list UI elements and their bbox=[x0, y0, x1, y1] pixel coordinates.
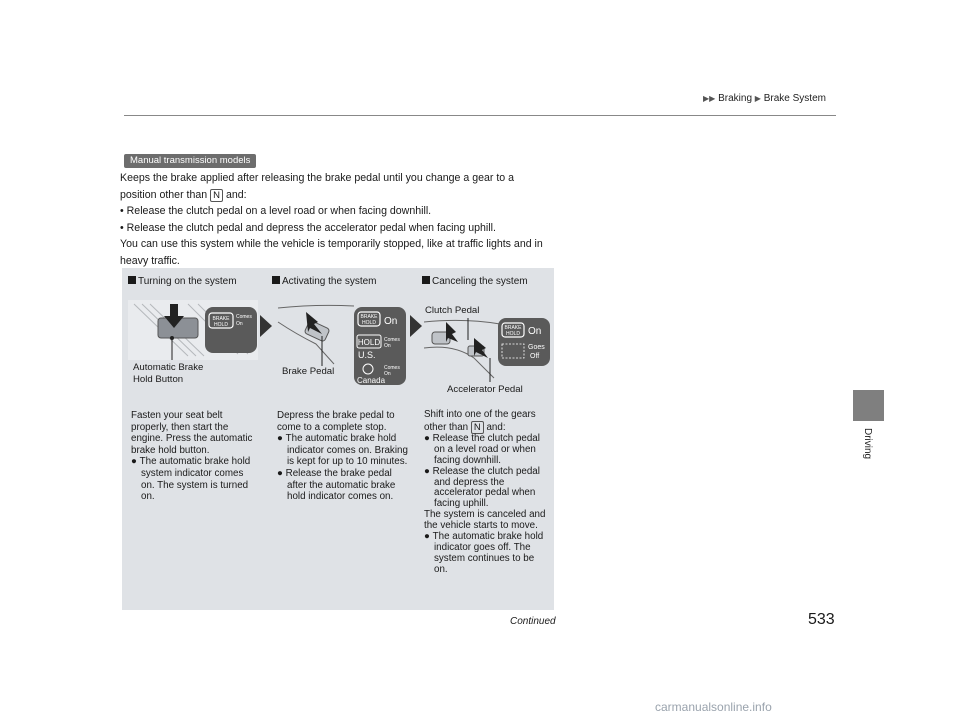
chapter-tab-marker bbox=[853, 390, 884, 421]
fig-label: Clutch Pedal bbox=[425, 305, 480, 316]
intro-bullet: • Release the clutch pedal on a level road or when facing downhill. bbox=[120, 205, 432, 217]
breadcrumb-arrow-icon: ▶ bbox=[754, 94, 761, 103]
col3-text: Shift into one of the gears other than N and: bbox=[424, 409, 536, 433]
indicator-text: On bbox=[384, 371, 391, 377]
intro-line: position other than N and: bbox=[120, 188, 247, 201]
indicator-text: On bbox=[384, 316, 398, 327]
indicator-text: BRAKE bbox=[212, 316, 230, 322]
indicator-text: On bbox=[384, 343, 391, 349]
col2-bullet: ● Release the brake pedal after the automatic brake hold indicator comes on. bbox=[277, 467, 396, 503]
indicator-text: Canada bbox=[357, 376, 386, 385]
fig-label: Accelerator Pedal bbox=[447, 384, 523, 395]
section-square-icon bbox=[422, 276, 430, 284]
indicator-text: Goes bbox=[528, 344, 545, 351]
indicator-text: On bbox=[236, 321, 243, 327]
indicator-text: HOLD bbox=[357, 338, 381, 347]
indicator-comes-on-variants bbox=[354, 307, 406, 385]
col3-bullet: ● The automatic brake hold indicator goes off. The system continues to be on. bbox=[424, 531, 544, 575]
section-square-icon bbox=[128, 276, 136, 284]
intro-line: Keeps the brake applied after releasing the brake pedal until you change a gear to a bbox=[120, 172, 515, 184]
watermark: carmanualsonline.info bbox=[655, 700, 772, 714]
indicator-text: Off bbox=[530, 353, 540, 360]
col1-body bbox=[131, 410, 257, 503]
intro-bullet: • Release the clutch pedal and depress the accelerator pedal when facing uphill. bbox=[120, 221, 496, 234]
breadcrumb bbox=[703, 93, 826, 104]
step-arrow-icon bbox=[260, 315, 272, 337]
indicator-text: Comes bbox=[384, 337, 400, 343]
chapter-tab-label: Driving bbox=[862, 428, 873, 460]
indicator-text: Comes bbox=[236, 314, 252, 320]
col2-bullet: ● The automatic brake hold indicator comes on. Braking is kept for up to 10 minutes. bbox=[277, 433, 408, 468]
indicator-text: HOLD bbox=[362, 320, 376, 326]
col1-bullet: ● The automatic brake hold system indicator comes on. The system is turned on. bbox=[131, 456, 251, 503]
col2-body bbox=[277, 410, 410, 503]
breadcrumb-item[interactable]: Braking bbox=[718, 93, 752, 104]
gear-key-n: N bbox=[471, 421, 484, 434]
step-arrow-icon bbox=[410, 315, 422, 337]
indicator-text: BRAKE bbox=[360, 314, 378, 320]
indicator-text: HOLD bbox=[214, 322, 228, 328]
col3-bullet: ● Release the clutch pedal and depress the accelerator pedal when facing uphill. bbox=[424, 465, 540, 510]
indicator-text: HOLD bbox=[506, 331, 520, 337]
header-divider bbox=[124, 115, 836, 116]
fig-label: Hold Button bbox=[133, 374, 184, 385]
page-number: 533 bbox=[808, 611, 835, 628]
gear-key-n: N bbox=[210, 189, 223, 202]
col2-header: Activating the system bbox=[272, 276, 376, 287]
indicator-text: BRAKE bbox=[504, 325, 522, 331]
fig-label: Automatic Brake bbox=[133, 362, 204, 373]
col1-text: Fasten your seat belt properly, then start the engine. Press the automatic brake hold button. bbox=[131, 410, 253, 456]
models-badge: Manual transmission models bbox=[124, 154, 256, 168]
continued-label: Continued bbox=[510, 616, 556, 627]
col3-body bbox=[424, 410, 550, 576]
col3-bullet: ● Release the clutch pedal on a level road or when facing downhill. bbox=[424, 432, 540, 466]
indicator-goes-off bbox=[498, 318, 550, 366]
breadcrumb-arrow-icon: ▶▶ bbox=[703, 94, 716, 103]
col3-header: Canceling the system bbox=[422, 276, 528, 287]
indicator-text: On bbox=[528, 326, 542, 337]
section-square-icon bbox=[272, 276, 280, 284]
intro-closing: You can use this system while the vehicle is temporarily stopped, like at traffic lights and in heavy traffic. bbox=[120, 238, 543, 267]
col3-text: The system is canceled and the vehicle starts to move. bbox=[424, 509, 546, 532]
indicator-text: Comes bbox=[384, 365, 400, 371]
clutch-accelerator-illustration bbox=[424, 318, 502, 384]
fig-label: Brake Pedal bbox=[282, 366, 335, 377]
col2-text: Depress the brake pedal to come to a complete stop. bbox=[277, 410, 395, 433]
intro-text bbox=[120, 170, 560, 269]
indicator-text: U.S. bbox=[358, 350, 376, 360]
breadcrumb-item[interactable]: Brake System bbox=[763, 93, 826, 104]
indicator-comes-on bbox=[205, 307, 257, 353]
brake-pedal-illustration bbox=[276, 300, 356, 370]
col1-header: Turning on the system bbox=[128, 276, 237, 287]
